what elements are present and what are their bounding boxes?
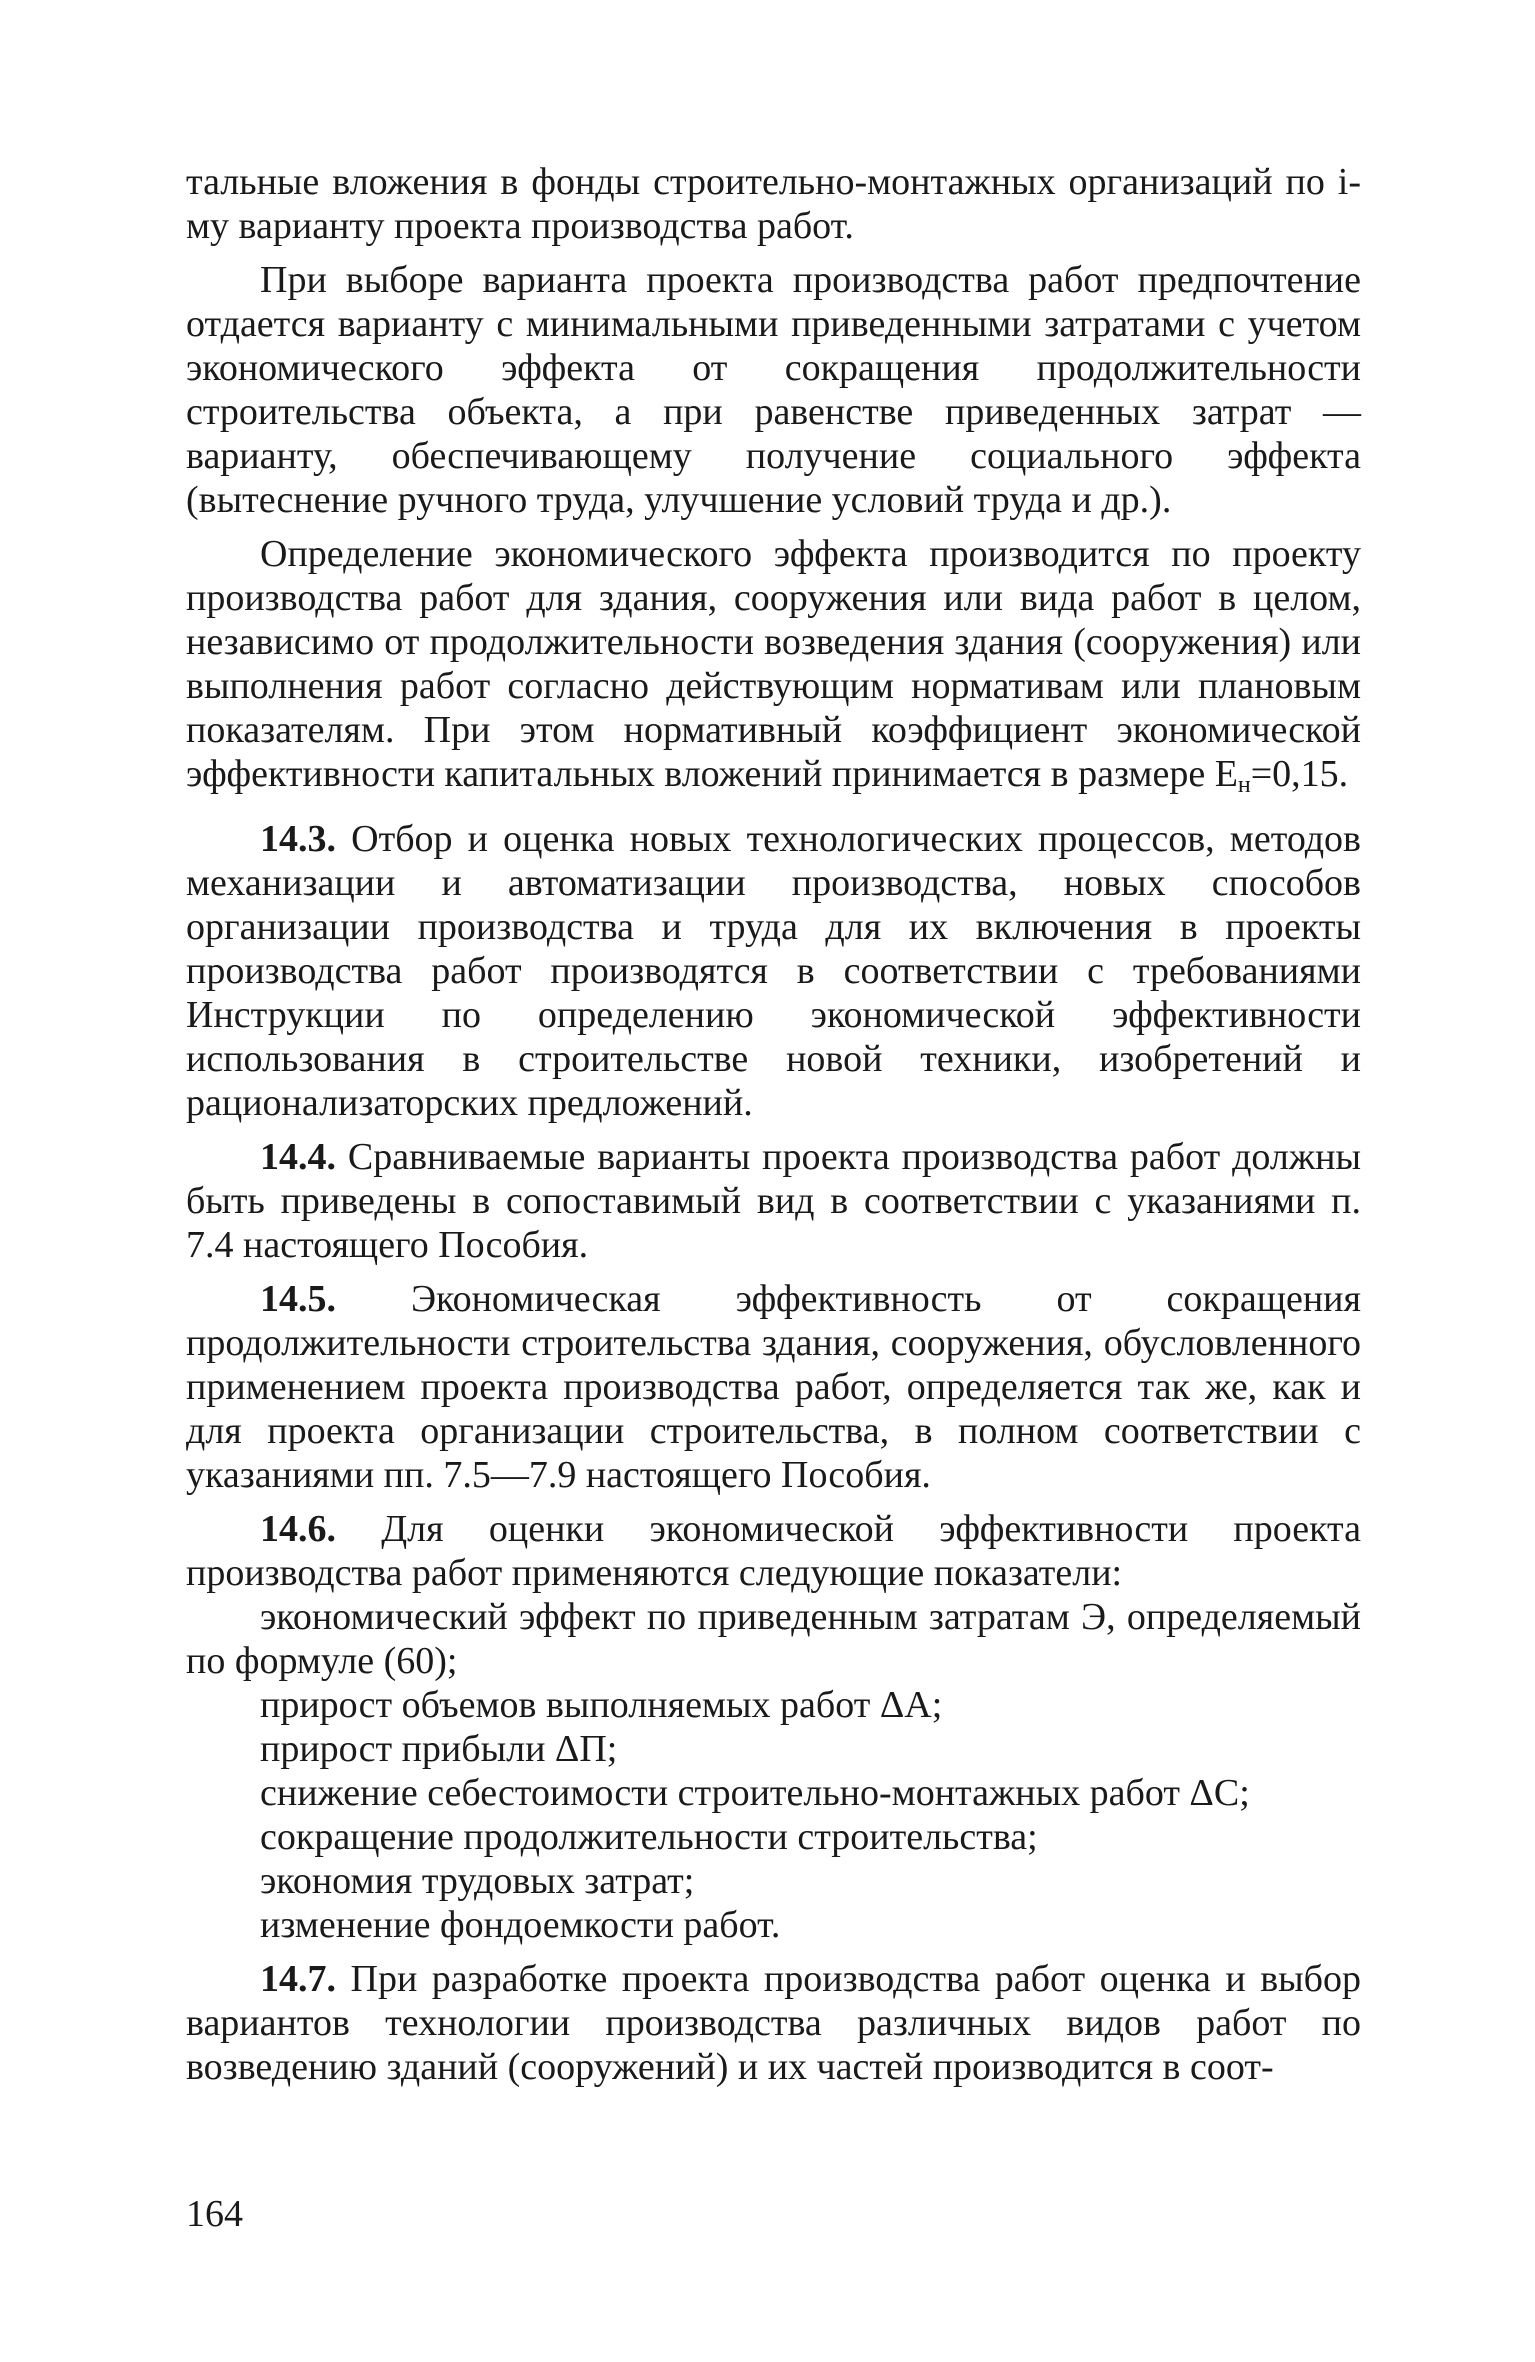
section-number: 14.6.: [260, 1508, 336, 1550]
paragraph-text: тальные вложения в фонды строительно-монтажных организаций по i-му варианту проекта производства работ.: [186, 161, 1361, 247]
list-item: прирост прибыли ΔП;: [260, 1728, 618, 1770]
section-text: Сравниваемые варианты проекта производства работ должны быть приведены в сопоставимый вид в соответствии с указаниями п. 7.4 настоящего Пособия.: [186, 1136, 1361, 1266]
indicator-list: [186, 1595, 1361, 1947]
section-14-6: [186, 1507, 1361, 1595]
section-14-4: [186, 1135, 1361, 1267]
document-page: [186, 160, 1361, 2099]
paragraph-continuation: [186, 160, 1361, 248]
section-number: 14.4.: [260, 1136, 336, 1178]
list-item: изменение фондоемкости работ.: [260, 1904, 781, 1946]
section-14-3: [186, 817, 1361, 1125]
section-number: 14.7.: [260, 1958, 336, 2000]
section-text: Для оценки экономической эффективности проекта производства работ применяются следующие показатели:: [186, 1508, 1361, 1594]
list-item: экономический эффект по приведенным затратам Э, определяемый по формуле (60);: [186, 1596, 1361, 1682]
paragraph-economic-effect: [186, 532, 1361, 807]
section-text: Экономическая эффективность от сокращения продолжительности строительства здания, сооружения, обусловленного применением проекта производства работ, определяется так же, как и для проекта организации строительства, в полном соответствии с указаниями пп. 7.5—7.9 настоящего Пособия.: [186, 1278, 1361, 1496]
list-item: сокращение продолжительности строительства;: [260, 1816, 1038, 1858]
section-14-5: [186, 1277, 1361, 1497]
section-number: 14.3.: [260, 818, 336, 860]
list-item: прирост объемов выполняемых работ ΔА;: [260, 1684, 943, 1726]
section-text: Отбор и оценка новых технологических процессов, методов механизации и автоматизации производства, новых способов организации производства и труда для их включения в проекты производства работ производятся в соответствии с требованиями Инструкции по определению экономической эффективности использования в строительстве новой техники, изобретений и рационализаторских предложений.: [186, 818, 1361, 1124]
subscript-n: н: [1237, 772, 1251, 798]
list-item: снижение себестоимости строительно-монтажных работ ΔС;: [260, 1772, 1250, 1814]
section-number: 14.5.: [260, 1278, 336, 1320]
list-item: экономия трудовых затрат;: [260, 1860, 695, 1902]
paragraph-text-end: =0,15.: [1250, 753, 1349, 795]
section-text: При разработке проекта производства работ оценка и выбор вариантов технологии производства различных видов работ по возведению зданий (сооружений) и их частей производится в соот-: [186, 1958, 1362, 2088]
section-14-7: [186, 1957, 1361, 2089]
paragraph-variant-choice: [186, 258, 1361, 522]
paragraph-text: Определение экономического эффекта производится по проекту производства работ для здания, сооружения или вида работ в целом, независимо от продолжительности возведения здания (сооружения) или выполнения работ согласно действующим нормативам или плановым показателям. При этом нормативный коэффициент экономической эффективности капитальных вложений принимается в размере Е: [186, 533, 1361, 795]
paragraph-text: При выборе варианта проекта производства работ предпочтение отдается варианту с минимальными приведенными затратами с учетом экономического эффекта от сокращения продолжительности строительства объекта, а при равенстве приведенных затрат — варианту, обеспечивающему получение социального эффекта (вытеснение ручного труда, улучшение условий труда и др.).: [186, 259, 1361, 521]
page-number: 164: [186, 2193, 243, 2235]
